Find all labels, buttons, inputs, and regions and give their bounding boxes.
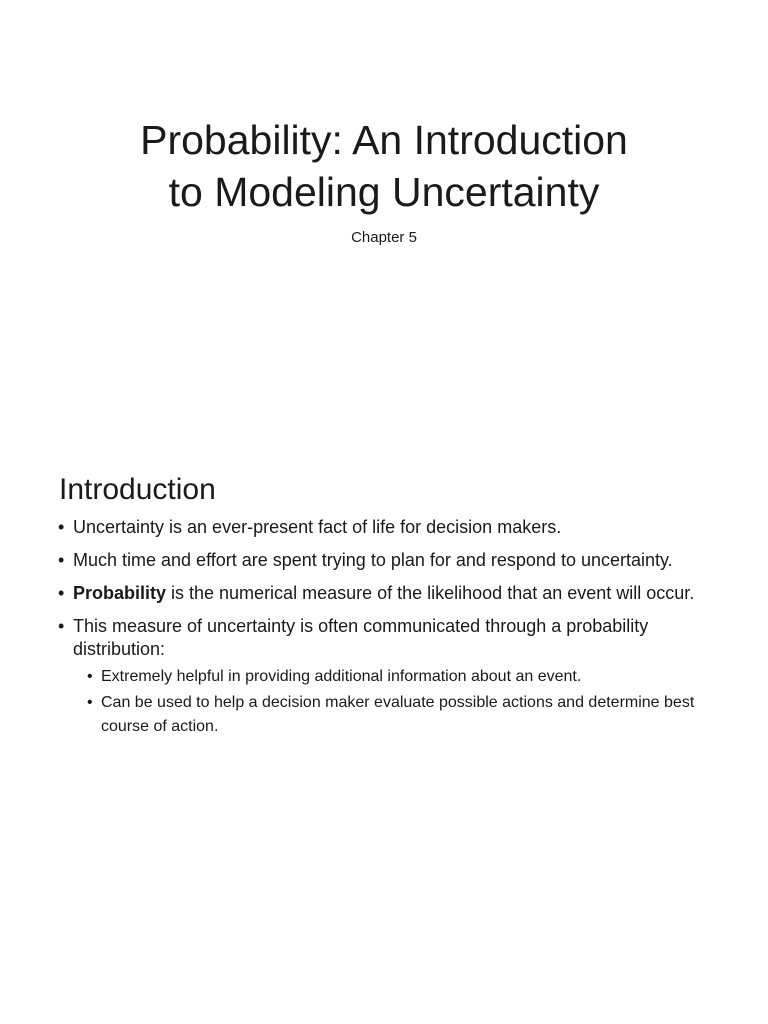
bullet-text: is the numerical measure of the likelihood that an event will occur. <box>166 583 695 603</box>
bullet-icon: • <box>58 583 65 603</box>
bullet-bold-term: Probability <box>73 583 167 603</box>
sub-bullet-item <box>87 665 708 689</box>
bullet-text: Much time and effort are spent trying to plan for and respond to uncertainty. <box>73 550 673 570</box>
sub-bullet-item <box>87 691 708 739</box>
bullet-item <box>58 516 708 539</box>
sub-bullet-list <box>73 665 708 739</box>
bullet-item <box>58 582 708 605</box>
bullet-icon: • <box>58 517 65 537</box>
bullet-item <box>58 549 708 572</box>
sub-bullet-icon: • <box>87 668 93 685</box>
title-slide <box>0 0 768 432</box>
section-heading: Introduction <box>59 473 216 506</box>
sub-bullet-text: Can be used to help a decision maker evaluate possible actions and determine best course of action. <box>101 694 695 735</box>
slide-title-line-1: Probability: An Introduction <box>140 117 628 163</box>
bullet-list <box>58 516 708 749</box>
introduction-slide <box>0 432 768 1024</box>
bullet-icon: • <box>58 550 65 570</box>
sub-bullet-icon: • <box>87 694 93 711</box>
slide-title-line-2: to Modeling Uncertainty <box>168 169 600 215</box>
bullet-text: Uncertainty is an ever-present fact of life for decision makers. <box>73 517 562 537</box>
slide-subtitle: Chapter 5 <box>351 229 417 246</box>
bullet-text: This measure of uncertainty is often communicated through a probability distribution: <box>73 616 649 659</box>
slide-title <box>0 114 768 218</box>
sub-bullet-text: Extremely helpful in providing additional information about an event. <box>101 668 582 685</box>
bullet-icon: • <box>58 616 65 636</box>
bullet-item <box>58 615 708 739</box>
